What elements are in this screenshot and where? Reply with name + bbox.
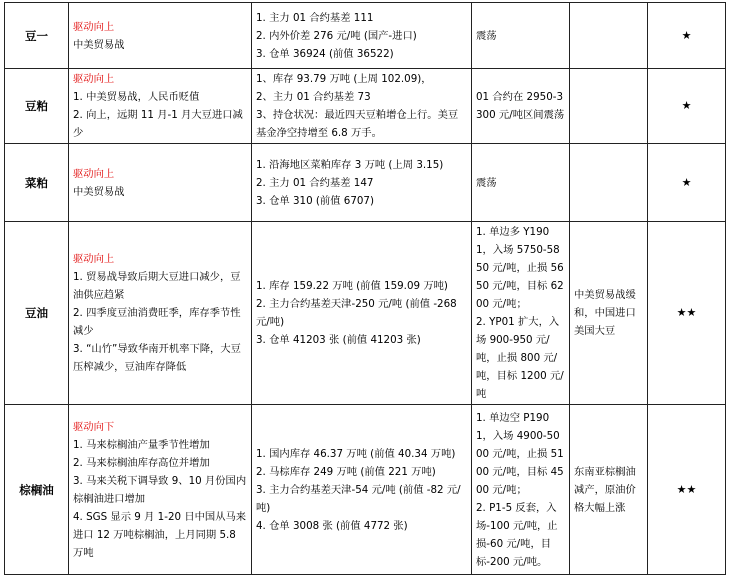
fundamentals-cell	[252, 69, 472, 144]
driver-cell	[69, 3, 252, 69]
note-cell	[570, 405, 648, 575]
rating-cell	[648, 144, 726, 222]
table-row	[5, 222, 726, 405]
rating-cell	[648, 222, 726, 405]
strategy-line: 1. 单边多 Y1901，入场 5750-5850 元/吨，止损 5650 元/吨，目标 6200 元/吨；	[476, 226, 564, 310]
strategy-cell	[472, 222, 570, 405]
driver-line: 中美贸易战	[73, 185, 125, 198]
driver-line: 1. 贸易战导致后期大豆进口减少，豆油供应趋紧	[73, 271, 241, 301]
driver-line: 1. 马来棕榈油产量季节性增加	[73, 438, 210, 451]
driver-direction: 驱动向上	[73, 253, 115, 265]
strategy-line: 2. YP01 扩大，入场 900-950 元/吨，止损 800 元/吨，目标 1200 元/吨	[476, 316, 564, 400]
fundamentals-line: 1. 库存 159.22 万吨 (前值 159.09 万吨)	[256, 280, 448, 292]
fundamentals-line: 2. 内外价差 276 元/吨 (国产-进口)	[256, 29, 417, 42]
fundamentals-line: 2. 主力合约基差天津-250 元/吨 (前值 -268 元/吨)	[256, 298, 457, 328]
table-row	[5, 69, 726, 144]
commodity-name: 菜粕	[5, 144, 69, 222]
driver-line: 2. 四季度豆油消费旺季，库存季节性减少	[73, 307, 241, 337]
driver-line: 4. SGS 显示 9 月 1-20 日中国从马来进口 12 万吨棕榈油，上月同期 5.8 万吨	[73, 510, 247, 559]
rating-cell	[648, 405, 726, 575]
fundamentals-line: 3. 仓单 310 (前值 6707)	[256, 194, 374, 207]
star-rating-icon: ★	[681, 28, 692, 42]
driver-line: 2. 马来棕榈油库存高位并增加	[73, 456, 210, 469]
fundamentals-line: 3、持仓状况：最近四天豆粕增仓上行。美豆基金净空持增至 6.8 万手。	[256, 109, 459, 139]
driver-direction: 驱动向上	[73, 167, 115, 180]
fundamentals-line: 1. 沿海地区菜粕库存 3 万吨 (上周 3.15)	[256, 158, 444, 171]
commodity-table	[4, 2, 726, 575]
driver-line: 中美贸易战	[73, 38, 125, 51]
driver-line: 3. 马来关税下调导致 9、10 月份国内棕榈油进口增加	[73, 474, 247, 505]
driver-direction: 驱动向下	[73, 420, 115, 433]
note-text: 东南亚棕榈油减产，原油价格大幅上涨	[574, 465, 636, 514]
driver-cell	[69, 69, 252, 144]
fundamentals-line: 1、库存 93.79 万吨 (上周 102.09)，	[256, 73, 432, 85]
table-row	[5, 405, 726, 575]
fundamentals-line: 1. 国内库存 46.37 万吨 (前值 40.34 万吨)	[256, 447, 456, 460]
commodity-name: 棕榈油	[5, 405, 69, 575]
driver-cell	[69, 405, 252, 575]
star-rating-icon: ★	[681, 99, 692, 112]
fundamentals-line: 3. 仓单 36924 (前值 36522)	[256, 47, 394, 60]
table-body	[5, 3, 726, 575]
table-row	[5, 3, 726, 69]
note-cell	[570, 222, 648, 405]
fundamentals-line: 2. 马棕库存 249 万吨 (前值 221 万吨)	[256, 465, 436, 478]
fundamentals-cell	[252, 222, 472, 405]
fundamentals-cell	[252, 405, 472, 575]
rating-cell	[648, 3, 726, 69]
strategy-line: 震荡	[476, 176, 497, 189]
commodity-name: 豆油	[5, 222, 69, 405]
driver-direction: 驱动向上	[73, 73, 115, 85]
rating-cell	[648, 69, 726, 144]
strategy-line: 01 合约在 2950-3300 元/吨区间震荡	[476, 91, 565, 121]
fundamentals-cell	[252, 3, 472, 69]
strategy-cell	[472, 405, 570, 575]
commodity-name: 豆粕	[5, 69, 69, 144]
driver-cell	[69, 144, 252, 222]
fundamentals-line: 2. 主力 01 合约基差 147	[256, 176, 374, 189]
fundamentals-line: 3. 仓单 41203 张 (前值 41203 张)	[256, 334, 421, 346]
note-cell	[570, 144, 648, 222]
fundamentals-cell	[252, 144, 472, 222]
star-rating-icon: ★	[681, 175, 692, 189]
fundamentals-line: 2、主力 01 合约基差 73	[256, 91, 371, 103]
driver-line: 3. “山竹”导致华南开机率下降，大豆压榨减少，豆油库存降低	[73, 343, 241, 373]
strategy-line: 2. P1-5 反套，入场-100 元/吨，止损-60 元/吨，目标-200 元/吨。	[476, 501, 558, 568]
star-rating-icon: ★★	[676, 306, 697, 319]
fundamentals-line: 3. 主力合约基差天津-54 元/吨 (前值 -82 元/吨)	[256, 483, 461, 514]
strategy-line: 1. 单边空 P1901，入场 4900-5000 元/吨，止损 5100 元/吨，目标 4500 元/吨；	[476, 411, 564, 496]
table-row	[5, 144, 726, 222]
strategy-cell	[472, 144, 570, 222]
driver-direction: 驱动向上	[73, 20, 115, 33]
strategy-cell	[472, 69, 570, 144]
commodity-name: 豆一	[5, 3, 69, 69]
driver-line: 2. 向上，远期 11 月-1 月大豆进口减少	[73, 109, 243, 139]
note-cell	[570, 3, 648, 69]
driver-cell	[69, 222, 252, 405]
fundamentals-line: 4. 仓单 3008 张 (前值 4772 张)	[256, 519, 408, 532]
star-rating-icon: ★★	[676, 482, 697, 496]
driver-line: 1. 中美贸易战，人民币贬值	[73, 91, 200, 103]
note-text: 中美贸易战缓和，中国进口美国大豆	[574, 289, 636, 337]
strategy-cell	[472, 3, 570, 69]
note-cell	[570, 69, 648, 144]
strategy-line: 震荡	[476, 29, 497, 42]
fundamentals-line: 1. 主力 01 合约基差 111	[256, 11, 374, 24]
